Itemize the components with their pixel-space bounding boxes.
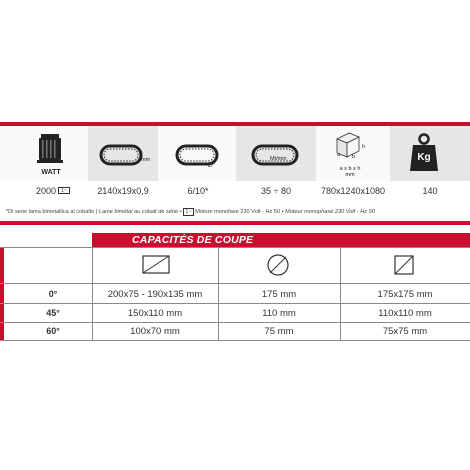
dim-label-h: h [362, 144, 366, 150]
round-section-icon [265, 252, 291, 278]
table-line-2 [0, 303, 470, 304]
footnote: *Di serie lama bimetallica al cobalto | Lame bimétal au cobalt de série • 1~ Motore monofase 230 Volt - Hz 50 • Moteur monophasé 230 Volt - Hz 50 [6, 209, 375, 215]
row-0-round: 175 mm [261, 289, 297, 300]
footnote-it: *Di serie lama bimetallica al cobalto [6, 209, 95, 215]
blade-unit: mm [141, 157, 151, 163]
speed-loop-icon [251, 142, 305, 168]
table-line-bottom [0, 340, 470, 341]
table-line-3 [0, 322, 470, 323]
dimensions-value: 780x1240x1080 [320, 186, 386, 196]
speed-unit: Mt/min [270, 156, 287, 162]
capacities-title: CAPACITÉS DE COUPE [132, 234, 254, 246]
row-0-angle: 0° [48, 289, 58, 299]
footnote-motor-icon: 1~ [185, 209, 192, 215]
dim-label-b: b [352, 154, 356, 160]
row-0-square: 175x175 mm [377, 289, 433, 300]
watt-label: WATT [41, 169, 61, 176]
table-red-edge [0, 247, 4, 340]
speed-value: 35 ÷ 80 [261, 186, 291, 196]
blade-value: 2140x19x0,9 [97, 186, 149, 196]
power-value: 2000 [35, 186, 56, 196]
row-2-rect: 100x70 mm [130, 326, 180, 337]
row-1-square: 110x110 mm [378, 308, 432, 319]
rectangle-section-icon [141, 253, 171, 277]
table-line-1 [0, 283, 470, 284]
dim-unit: mm [345, 172, 355, 178]
motor-icon [37, 134, 63, 168]
row-0-rect: 200x75 - 190x135 mm [107, 289, 203, 300]
weight-value: 140 [422, 186, 438, 196]
teeth-unit: Z/" [208, 163, 215, 169]
weight-unit: Kg [417, 152, 431, 163]
footnote-fr: Lame bimétal au cobalt de série [98, 209, 179, 215]
row-1-rect: 150x110 mm [127, 308, 183, 319]
blade-loop-icon [99, 142, 153, 168]
row-2-round: 75 mm [264, 326, 294, 337]
row-1-round: 110 mm [262, 308, 296, 319]
square-section-icon [393, 253, 415, 277]
teeth-loop-icon [175, 142, 225, 168]
table-line-top [0, 247, 470, 248]
row-2-square: 75x75 mm [382, 326, 428, 337]
section-red-rule [0, 221, 470, 225]
row-2-angle: 60° [46, 326, 60, 336]
single-phase-icon: 1~ [58, 187, 70, 194]
footnote-motor-it: Motore monofase 230 Volt - Hz 50 [195, 209, 281, 215]
spec-strip [0, 126, 470, 181]
footnote-motor-fr: Moteur monophasé 230 Volt - Hz 50 [285, 209, 375, 215]
dim-label-a: a [337, 152, 341, 158]
teeth-value: 6/10* [187, 186, 209, 196]
row-1-angle: 45° [46, 308, 60, 318]
dim-caption: a x b x h [339, 166, 361, 172]
